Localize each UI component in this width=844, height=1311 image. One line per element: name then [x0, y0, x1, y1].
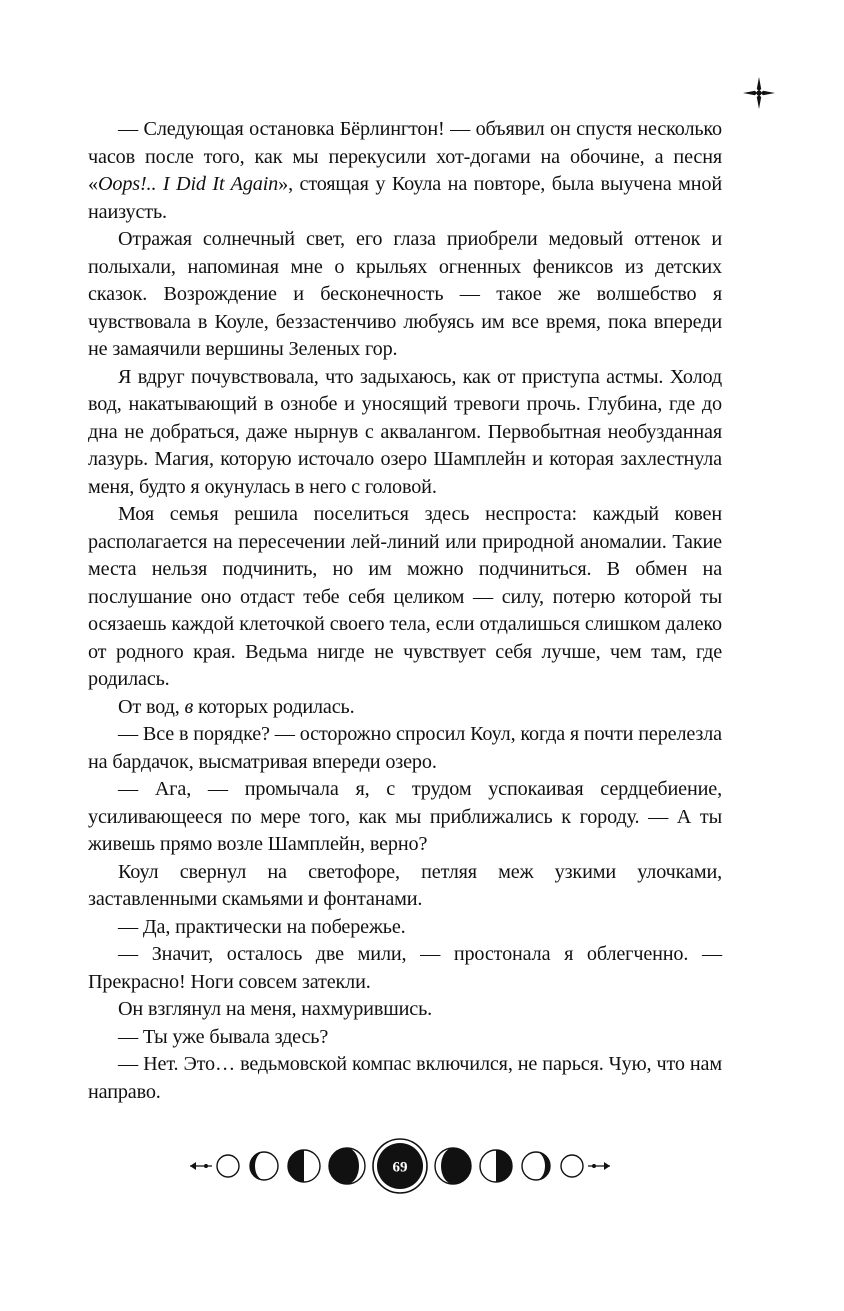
- text-run: От вод,: [118, 695, 185, 718]
- moon-phases-icon: [190, 1132, 610, 1200]
- paragraph: [88, 941, 722, 996]
- paragraph: [88, 364, 722, 502]
- text-run: — Нет. Это… ведьмовской компас включился, не парься. Чую, что нам направо.: [88, 1053, 722, 1103]
- text-run: — Значит, осталось две мили, — простонала я облегченно. — Прекрасно! Ноги совсем затекли.: [88, 943, 722, 993]
- paragraph: [88, 226, 722, 364]
- italic-text: в: [184, 695, 194, 718]
- paragraph: [88, 721, 722, 776]
- page-number: 69: [392, 1159, 408, 1176]
- paragraph: [88, 1051, 722, 1106]
- text-run: которых родилась.: [193, 695, 355, 718]
- paragraph: [88, 914, 722, 942]
- text-run: Коул свернул на светофоре, петляя меж узкими улочками, заставленными скамьями и фонтанами.: [88, 860, 722, 910]
- text-run: Отражая солнечный свет, его глаза приобрели медовый оттенок и полыхали, напоминая мне о крыльях огненных фениксов из детских сказок. Возрождение и бесконечность — такое же волшебство я чувствовала в Коуле, беззастенчиво любуясь им все время, пока впереди не замаячили вершины Зеленых гор.: [88, 228, 722, 360]
- text-run: », стоящая у Коула на повторе, была выучена мной наизусть.: [88, 173, 722, 223]
- cross-star-icon: [742, 76, 776, 110]
- text-run: Он взглянул на меня, нахмурившись.: [118, 998, 433, 1020]
- text-run: Моя семья решила поселиться здесь неспроста: каждый ковен располагается на пересечении лей-линий или природной аномалии. Такие места нельзя подчинить, но им можно подчиниться. В обмен на послушание оно отдаст тебе себя целиком — силу, потерю которой ты осязаешь каждой клеточкой своего тела, если отдалишься слишком далеко от родного края. Ведьма нигде не чувствует себя лучше, чем там, где родилась.: [88, 503, 722, 690]
- paragraph: [88, 1024, 722, 1052]
- text-run: — Все в порядке? — осторожно спросил Коул, когда я почти перелезла на бардачок, высматривая впереди озеро.: [88, 723, 722, 773]
- paragraph: [88, 776, 722, 859]
- text-run: — Следующая остановка Бёрлингтон! — объявил он спустя несколько часов после того, как мы перекусили хот-догами на обочине, а песня «: [88, 118, 722, 195]
- body-text: [88, 116, 722, 1106]
- text-run: — Ага, — промычала я, с трудом успокаивая сердцебиение, усиливающееся по мере того, как мы приближались к городу. — А ты живешь прямо возле Шамплейн, верно?: [88, 778, 722, 855]
- paragraph: [88, 694, 722, 722]
- text-run: Я вдруг почувствовала, что задыхаюсь, как от приступа астмы. Холод вод, накатывающий в ознобе и уносящий тревоги прочь. Глубина, где до дна не добраться, даже нырнув с аквалангом. Первобытная необузданная лазурь. Магия, которую источало озеро Шамплейн и которая захлестнула меня, будто я окунулась в него с головой.: [88, 365, 722, 498]
- paragraph: [88, 116, 722, 226]
- italic-text: Oops!.. I Did It Again: [97, 173, 279, 195]
- paragraph: [88, 859, 722, 914]
- text-run: — Да, практически на побережье.: [118, 915, 406, 938]
- paragraph: [88, 501, 722, 694]
- text-run: — Ты уже бывала здесь?: [118, 1025, 329, 1048]
- paragraph: [88, 996, 722, 1024]
